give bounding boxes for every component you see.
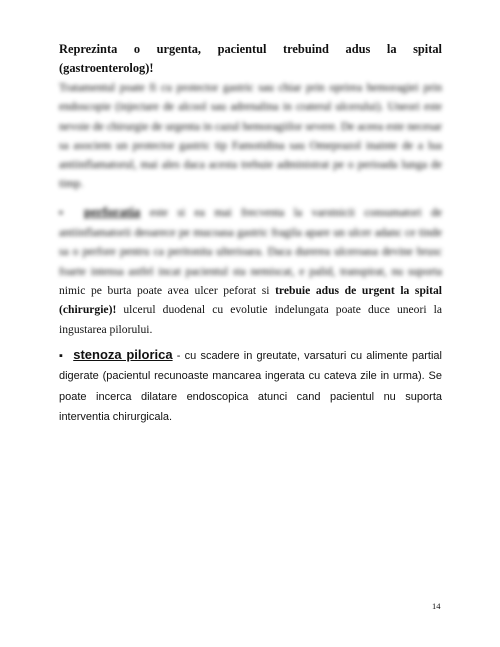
treatment-paragraph-blurred: Tratamentul poate fi cu protector gastric sau chiar prin oprirea hemoragiei prin endoscopie (injectare de alcool sau adrenalina in craterul ulcerului). Uneori este nevoie de chirurgie de urgenta in cazul hemoragiilor severe. De aceea este necesar sa asociem un protector gastric tip Famotidina sau Omeprazol inainte de a lua antiinflamatorul, mai ales daca acesta trebuie administrat pe o perioada lunga de timp. [59, 81, 442, 191]
perforatia-clear-start: nimic pe burta poate avea ulcer peforat si [59, 283, 276, 297]
perforatia-blurred-text: este si ea mai frecventa la varstnicii consumatori de antiinflamatorii deoarece pe mucoasa gastric fragila apare un ulcer adanc ce tinde sa o perfore pentru ca peritonita ulterioara. Daca durerea ulceroasa devine brusc foarte intensa astfel incat pacientul sta nemiscat, e palid, transpirat, nu suporta [59, 205, 443, 278]
perforatia-clear-end: ulcerul duodenal cu evolutie indelungata poate duce uneori la ingustarea pilorului. [59, 303, 442, 336]
stenoza-text: - cu scadere in greutate, varsaturi cu alimente partial digerate (pacientul recunoaste mancarea ingerata cu cateva zile in urma). Se poate incerca dilatare endoscopica atunci cand pacientul nu suporta interventia chirurgicala. [59, 349, 442, 424]
bullet-icon: ▪ [59, 349, 65, 362]
perforatia-paragraph [59, 202, 442, 339]
stenoza-paragraph [59, 345, 442, 428]
bullet-icon: ▪ [59, 206, 70, 219]
stenoza-keyword: stenoza pilorica [73, 346, 173, 362]
perforatia-urgent-text: trebuie adus de urgent la spital (chirurgie)! [59, 283, 442, 317]
urgency-heading: Reprezinta o urgenta, pacientul trebuind adus la spital (gastroenterolog)! [59, 42, 442, 75]
page-content [59, 40, 442, 428]
perforatia-keyword: perforatia [84, 203, 141, 219]
page-number: 14 [432, 601, 441, 611]
